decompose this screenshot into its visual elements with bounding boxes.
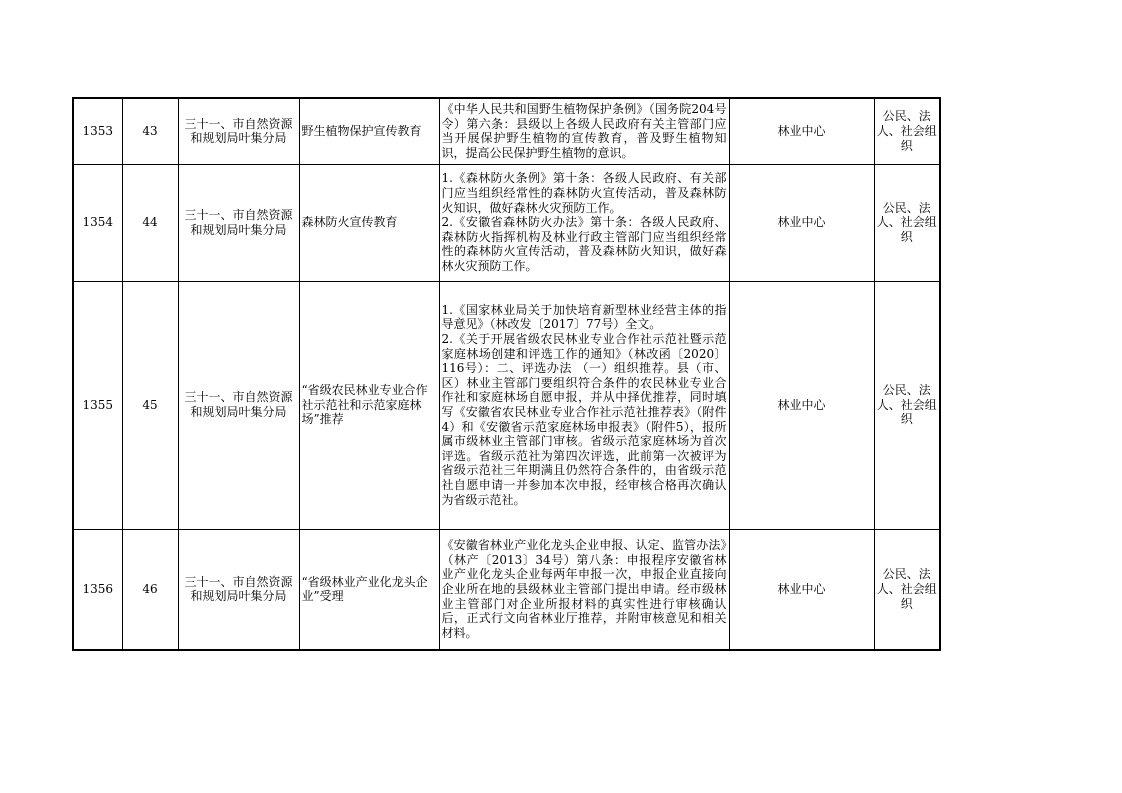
implementer-cell: 林业中心: [729, 529, 874, 650]
basis-cell: [439, 529, 729, 650]
item-name-cell: “省级农民林业专业合作社示范社和示范家庭林场”推荐: [299, 281, 439, 529]
table-row: [73, 281, 940, 529]
basis-paragraph: 2.《安徽省森林防火办法》第十条：各级人民政府、森林防火指挥机构及林业行政主管部门应当组织经常性的森林防火宣传活动，普及森林防火知识，做好森林火灾预防工作。: [441, 215, 727, 273]
target-cell: 公民、法人、社会组织: [874, 281, 940, 529]
table-row: [73, 164, 940, 281]
basis-cell: [439, 98, 729, 164]
sub-seq-cell: 45: [122, 281, 178, 529]
implementer-cell: 林业中心: [729, 164, 874, 281]
seq-cell: 1353: [73, 98, 122, 164]
target-cell: 公民、法人、社会组织: [874, 164, 940, 281]
implementer-cell: 林业中心: [729, 98, 874, 164]
basis-paragraph: 1.《国家林业局关于加快培育新型林业经营主体的指导意见》（林改发〔2017〕77号）全文。: [441, 302, 727, 332]
department-cell: 三十一、市自然资源和规划局叶集分局: [178, 281, 299, 529]
table-row: [73, 529, 940, 650]
seq-cell: 1354: [73, 164, 122, 281]
sub-seq-cell: 44: [122, 164, 178, 281]
basis-paragraph: 1.《森林防火条例》第十条：各级人民政府、有关部门应当组织经常性的森林防火宣传活动，普及森林防火知识，做好森林火灾预防工作。: [441, 171, 727, 215]
basis-paragraph: 《安徽省林业产业化龙头企业申报、认定、监管办法》（林产〔2013〕34号）第八条：申报程序安徽省林业产业化龙头企业每两年申报一次，申报企业直接向企业所在地的县级林业主管部门提出申请。经市级林业主管部门对企业所报材料的真实性进行审核确认后，正式行文向省林业厅推荐，并附审核意见和相关材料。: [441, 538, 727, 640]
basis-cell: [439, 281, 729, 529]
sub-seq-cell: 43: [122, 98, 178, 164]
item-name-cell: 森林防火宣传教育: [299, 164, 439, 281]
seq-cell: 1355: [73, 281, 122, 529]
item-name-cell: 野生植物保护宣传教育: [299, 98, 439, 164]
seq-cell: 1356: [73, 529, 122, 650]
basis-cell: [439, 164, 729, 281]
target-cell: 公民、法人、社会组织: [874, 529, 940, 650]
implementer-cell: 林业中心: [729, 281, 874, 529]
basis-paragraph: 2.《关于开展省级农民林业专业合作社示范社暨示范家庭林场创建和评选工作的通知》（林改函〔2020〕116号）：二、评选办法 （一）组织推荐。县（市、区）林业主管部门要组织符合条件的农民林业专业合作社和家庭林场自愿申报，并从中择优推荐，同时填写《安徽省农民林业专业合作社示范社推荐表》（附件4）和《安徽省示范家庭林场申报表》（附件5），报所属市级林业主管部门审核。省级示范家庭林场为首次评选。省级示范社为第四次评选，此前第一次被评为省级示范社三年期满且仍然符合条件的，由省级示范社自愿申请一并参加本次申报，经审核合格再次确认为省级示范社。: [441, 332, 727, 507]
items-table: [72, 97, 941, 651]
sub-seq-cell: 46: [122, 529, 178, 650]
department-cell: 三十一、市自然资源和规划局叶集分局: [178, 529, 299, 650]
target-cell: 公民、法人、社会组织: [874, 98, 940, 164]
department-cell: 三十一、市自然资源和规划局叶集分局: [178, 98, 299, 164]
item-name-cell: “省级林业产业化龙头企业”受理: [299, 529, 439, 650]
table-row: [73, 98, 940, 164]
department-cell: 三十一、市自然资源和规划局叶集分局: [178, 164, 299, 281]
basis-paragraph: 《中华人民共和国野生植物保护条例》（国务院204号令）第六条：县级以上各级人民政府有关主管部门应当开展保护野生植物的宣传教育，普及野生植物知识，提高公民保护野生植物的意识。: [441, 102, 727, 160]
